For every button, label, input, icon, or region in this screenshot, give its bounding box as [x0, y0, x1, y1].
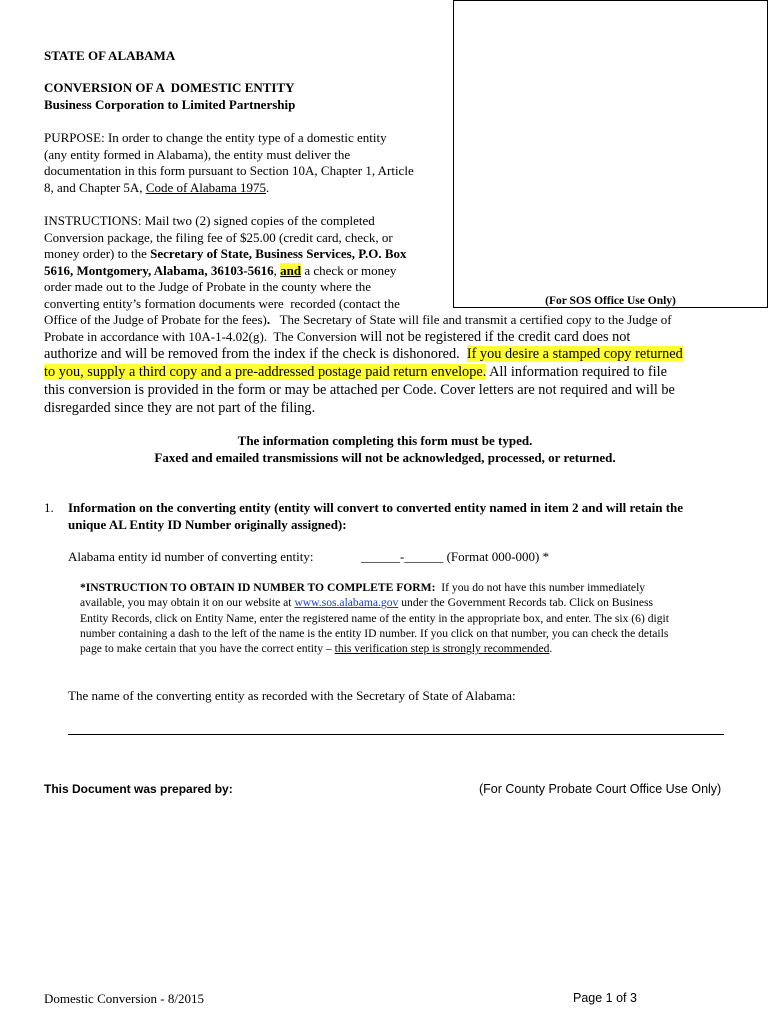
prepared-by-label: This Document was prepared by:: [44, 782, 233, 796]
form-title: CONVERSION OF A DOMESTIC ENTITY: [44, 80, 295, 95]
county-office-use-label: (For County Probate Court Office Use Only): [479, 782, 722, 796]
fax-notice: Faxed and emailed transmissions will not be acknowledged, processed, or returned.: [154, 450, 616, 465]
stamped-copy-highlight: If you desire a stamped copy returned: [466, 346, 683, 362]
instructions-continued: authorize and will be removed from the index if the check is dishonored. If you desire a stamped copy returned to you, supply a third copy and a pre-addressed postage paid return envelope. All information required to file this conversion is provided in the form or may be attached per Code. Cover letters are not required and will be disregarded since they are not part of the filing.: [44, 346, 683, 416]
entity-id-field[interactable]: ______-______ (Format 000-000) *: [361, 549, 550, 564]
state-heading: STATE OF ALABAMA: [44, 48, 176, 63]
form-subtitle: Business Corporation to Limited Partnership: [44, 97, 296, 112]
page-number: Page 1 of 3: [573, 991, 637, 1005]
sos-website-link[interactable]: www.sos.alabama.gov: [294, 596, 399, 610]
code-of-alabama-ref: Code of Alabama 1975: [145, 179, 267, 195]
item-1-heading: Information on the converting entity (entity will convert to converted entity named in item 2 and will retain the unique AL Entity ID Number originally assigned):: [68, 500, 684, 532]
sos-office-use-label: (For SOS Office Use Only): [545, 295, 676, 307]
item-1-number: 1.: [44, 500, 54, 515]
id-instruction-block: *INSTRUCTION TO OBTAIN ID NUMBER TO COMPLETE FORM: If you do not have this number immediately available, you may obtain it on our website at www.sos.alabama.gov under the Government Records tab. Click on Business Entity Records, click on Entity Name, enter the registered name of the entity in the appropriate box, and enter. The six (6) digit number containing a dash to the left of the name is the entity ID number. If you click on that number, you can check the details page to make certain that you have the correct entity – this verification step is strongly recommended.: [80, 581, 669, 656]
entity-name-line[interactable]: [68, 734, 724, 735]
and-highlight: and: [280, 262, 302, 278]
footer-form-id: Domestic Conversion - 8/2015: [44, 991, 204, 1006]
entity-name-label: The name of the converting entity as recorded with the Secretary of State of Alabama:: [68, 688, 516, 703]
return-envelope-highlight: to you, supply a third copy and a pre-addressed postage paid return envelope.: [44, 364, 487, 380]
purpose-paragraph: PURPOSE: In order to change the entity type of a domestic entity (any entity formed in Alabama), the entity must deliver the documentation in this form pursuant to Section 10A, Chapter 1, Article 8, and Chapter 5A, Code of Alabama 1975.: [44, 130, 414, 195]
typed-notice: The information completing this form must be typed.: [237, 433, 533, 448]
entity-id-label: Alabama entity id number of converting entity:: [68, 549, 314, 564]
instructions-paragraph: INSTRUCTIONS: Mail two (2) signed copies of the completed Conversion package, the filing fee of $25.00 (credit card, check, or money order) to the Secretary of State, Business Services, P.O. Box 5616, Montgomery, Alabama, 36103-5616, and a check or money order made out to the Judge of Probate in the county where the converting entity’s formation documents were recorded (contact the Office of the Judge of Probate for the fees). The Secretary of State will file and transmit a certified copy to the Judge of Probate in accordance with 10A-1-4.02(g). The Conversion will not be registered if the credit card does not: [44, 213, 672, 345]
sos-office-use-box: [453, 0, 768, 308]
